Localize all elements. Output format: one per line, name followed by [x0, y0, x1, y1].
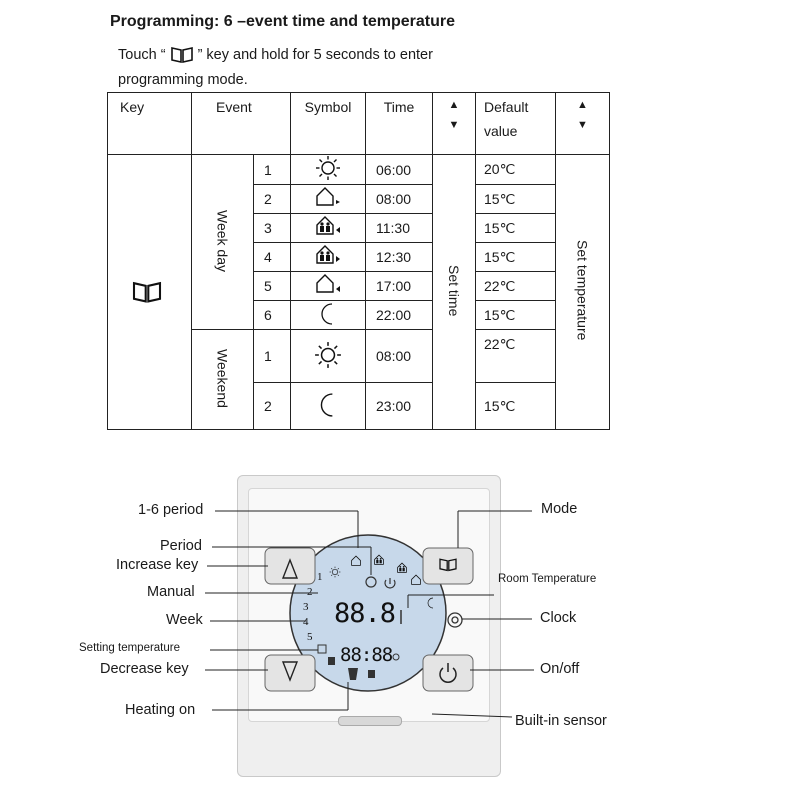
clock-readout: 88:88: [340, 644, 393, 666]
time-value: 22:00: [366, 301, 433, 330]
weekend-text: Weekend: [214, 348, 231, 408]
week-digit: 5: [307, 631, 313, 643]
clock-icon: [448, 613, 462, 627]
time-value: 06:00: [366, 155, 433, 185]
down-arrow-icon: ▼: [448, 119, 460, 131]
callout-built-in-sensor: Built-in sensor: [515, 713, 607, 729]
week-digit: 2: [307, 586, 313, 598]
intro-line-2: programming mode.: [118, 72, 248, 88]
decrease-key[interactable]: [265, 655, 315, 691]
callout-mode: Mode: [541, 501, 578, 517]
temp-value: 15℃: [476, 301, 556, 330]
time-value: 12:30: [366, 243, 433, 272]
mode-key[interactable]: [423, 548, 473, 584]
callout-heating-on: Heating on: [125, 702, 196, 718]
time-value: 23:00: [366, 383, 433, 430]
header-default-line1: Default: [484, 99, 529, 115]
temp-value: 15℃: [476, 383, 556, 430]
callout-manual: Manual: [147, 584, 195, 600]
callout-room-temperature: Room Temperature: [498, 573, 597, 585]
callout-1-6-period: 1-6 period: [138, 502, 204, 518]
time-value: 17:00: [366, 272, 433, 301]
intro-after: ” key and hold for 5 seconds to enter: [197, 47, 433, 63]
event-number: 2: [254, 383, 291, 430]
week-digits: [303, 570, 323, 645]
temp-value: 22℃: [476, 330, 556, 383]
set-temperature-text: Set temperature: [574, 240, 591, 341]
set-time-text: Set time: [446, 264, 462, 317]
temp-value: 20℃: [476, 155, 556, 185]
temp-value: 15℃: [476, 243, 556, 272]
event-number: 6: [254, 301, 291, 330]
weekday-text: Week day: [214, 209, 231, 272]
intro-before: Touch “: [118, 47, 166, 63]
callout-setting-temperature: Setting temperature: [79, 642, 181, 654]
time-value: 11:30: [366, 214, 433, 243]
week-digit: 1: [317, 571, 323, 583]
up-arrow-icon: ▲: [577, 99, 588, 111]
header-event: Event: [192, 93, 291, 155]
event-number: 1: [254, 155, 291, 185]
time-value: 08:00: [366, 330, 433, 383]
callout-clock: Clock: [540, 610, 577, 626]
callout-on-off: On/off: [540, 661, 580, 677]
header-symbol: Symbol: [291, 93, 366, 155]
event-number: 4: [254, 243, 291, 272]
header-key: Key: [108, 93, 192, 155]
temp-value: 15℃: [476, 214, 556, 243]
event-number: 2: [254, 185, 291, 214]
week-digit: 3: [303, 601, 309, 613]
header-default-line2: value: [484, 123, 518, 139]
power-key[interactable]: [423, 655, 473, 691]
event-number: 3: [254, 214, 291, 243]
up-arrow-icon: ▲: [448, 99, 460, 111]
page-title: Programming: 6 –event time and temperature: [110, 13, 455, 30]
callout-period: Period: [160, 538, 202, 554]
setting-icon: [328, 657, 335, 665]
callout-increase-key: Increase key: [116, 557, 199, 573]
event-number: 1: [254, 330, 291, 383]
temp-value: 15℃: [476, 185, 556, 214]
room-temperature-readout: 88.8: [334, 598, 396, 629]
header-time: Time: [366, 93, 433, 155]
lock-icon: [368, 670, 375, 678]
event-number: 5: [254, 272, 291, 301]
callout-decrease-key: Decrease key: [100, 661, 189, 677]
week-digit: 4: [303, 616, 309, 628]
callout-week: Week: [166, 612, 203, 628]
temp-value: 22℃: [476, 272, 556, 301]
down-arrow-icon: ▼: [577, 119, 588, 131]
time-value: 08:00: [366, 185, 433, 214]
